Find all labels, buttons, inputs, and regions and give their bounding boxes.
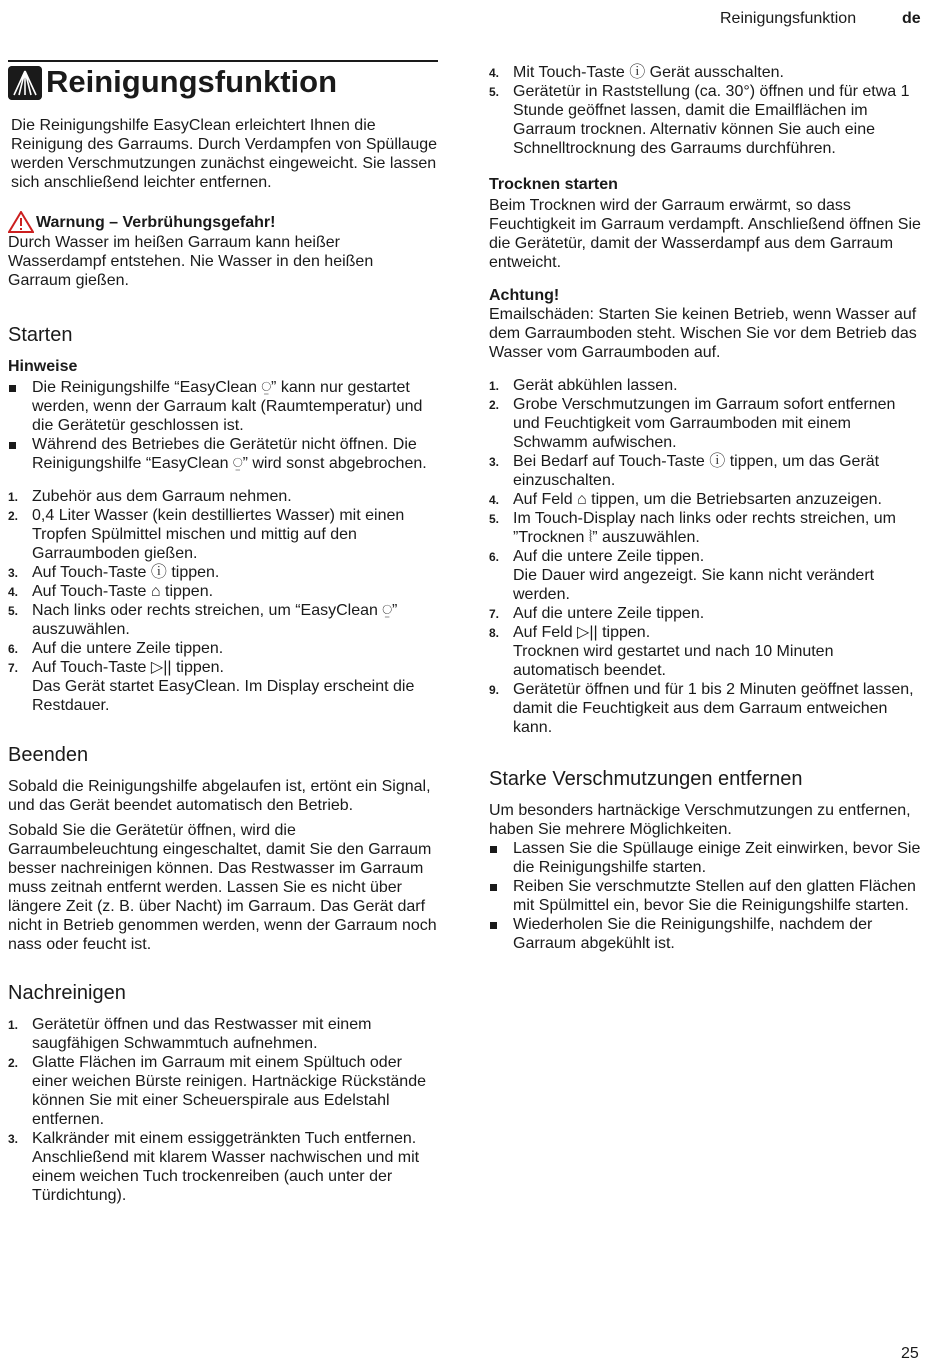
list-item: Lassen Sie die Spüllauge einige Zeit einwirken, bevor Sie die Reinigungshilfe starten. (489, 839, 921, 877)
chapter-title-row (8, 60, 438, 110)
trocknen-steps-list (489, 376, 921, 737)
start-steps-list (8, 487, 438, 715)
starke-bullets-list (489, 839, 921, 953)
list-item: 7. Auf die untere Zeile tippen. (489, 605, 705, 622)
caution-text: Emailschäden: Starten Sie keinen Betrieb, wenn Wasser auf dem Garraumboden steht. Wischen Sie vor dem Betrieb das Wasser vom Garraumboden auf. (489, 306, 917, 361)
list-item: Die Reinigungshilfe “EasyClean ⍜” kann nur gestartet werden, wenn der Garraum kalt (Raumtemperatur) und die Gerätetür geschlossen ist. (8, 378, 438, 435)
running-header-lang: de (902, 10, 921, 27)
list-item: 1. Zubehör aus dem Garraum nehmen. (8, 488, 292, 505)
list-item: 1. Gerät abkühlen lassen. (489, 377, 678, 394)
list-item: Während des Betriebes die Gerätetür nicht öffnen. Die Reinigungshilfe “EasyClean ⍜” wird sonst abgebrochen. (8, 435, 438, 473)
warning-triangle-icon (8, 211, 34, 233)
paragraph: Sobald Sie die Gerätetür öffnen, wird die Garraumbeleuchtung eingeschaltet, damit Sie den Garraum besser nachreinigen können. Das Restwasser im Garraum muss zeitnah entfernt werden. Lassen Sie es nicht über längere Zeit (z. B. über Nacht) im Garraum. Das Gerät darf nicht in Betrieb genommen werden, wenn der Garraum noch nass oder feucht ist. (8, 822, 437, 953)
list-item: 8. Auf Feld ▷|| tippen. Trocknen wird gestartet und nach 10 Minuten automatisch beendet. (489, 624, 834, 679)
list-item: 3. Bei Bedarf auf Touch-Taste ⓘ tippen, um das Gerät einzuschalten. (489, 453, 880, 489)
subheading-trocknen-starten: Trocknen starten (489, 176, 618, 193)
paragraph: Beim Trocknen wird der Garraum erwärmt, so dass Feuchtigkeit im Garraum verdampft. Anschließend öffnen Sie die Gerätetür, damit der Wasserdampf aus dem Garraum entweicht. (489, 197, 921, 271)
right-column (489, 63, 921, 953)
list-item: 4. Auf Feld ⌂ tippen, um die Betriebsarten anzuzeigen. (489, 491, 882, 508)
paragraph: Sobald die Reinigungshilfe abgelaufen ist, ertönt ein Signal, und das Gerät beendet automatisch den Betrieb. (8, 778, 431, 814)
section-heading-starke-verschmutzungen: Starke Verschmutzungen entfernen (489, 768, 803, 790)
list-item: 1. Gerätetür öffnen und das Restwasser mit einem saugfähigen Schwammtuch aufnehmen. (8, 1016, 372, 1052)
section-heading-nachreinigen: Nachreinigen (8, 982, 126, 1004)
list-item: 7. Auf Touch-Taste ▷|| tippen. Das Gerät startet EasyClean. Im Display erscheint die Restdauer. (8, 659, 415, 714)
list-item: 5. Gerätetür in Raststellung (ca. 30°) öffnen und für etwa 1 Stunde geöffnet lassen, damit die Emailflächen im Garraum trocknen. Alternativ können Sie auch eine Schnelltrocknung des Garraums durchführen. (489, 83, 910, 157)
notes-heading: Hinweise (8, 358, 78, 375)
list-item: 2. 0,4 Liter Wasser (kein destilliertes Wasser) mit einen Tropfen Spülmittel mischen und mittig auf den Garraumboden gießen. (8, 507, 405, 562)
list-item: 2. Glatte Flächen im Garraum mit einem Spültuch oder einer weichen Bürste reinigen. Hartnäckige Rückstände können Sie mit einer Scheuerspirale aus Edelstahl entfernen. (8, 1054, 426, 1128)
nachreinigen-steps-list (8, 1015, 438, 1205)
continued-steps-list (489, 63, 921, 158)
cleaning-function-icon (8, 66, 42, 100)
section-heading-starten: Starten (8, 324, 73, 346)
list-item: 3. Auf Touch-Taste ⓘ tippen. (8, 564, 220, 581)
paragraph: Um besonders hartnäckige Verschmutzungen zu entfernen, haben Sie mehrere Möglichkeiten. (489, 802, 911, 838)
list-item: Reiben Sie verschmutzte Stellen auf den glatten Flächen mit Spülmittel ein, bevor Sie die Reinigungshilfe starten. (489, 877, 921, 915)
intro-paragraph: Die Reinigungshilfe EasyClean erleichtert Ihnen die Reinigung des Garraums. Durch Verdampfen von Spüllauge werden Verschmutzungen zunächst eingeweicht. Sie lassen sich anschließend leichter entfernen. (11, 117, 438, 191)
list-item: 5. Im Touch-Display nach links oder rechts streichen, um ”Trocknen ⦚” auszuwählen. (489, 510, 896, 546)
list-item: 4. Auf Touch-Taste ⌂ tippen. (8, 583, 214, 600)
page-number: 25 (901, 1345, 919, 1362)
warning-text: Durch Wasser im heißen Garraum kann heißer Wasserdampf entstehen. Nie Wasser in den heißen Garraum gießen. (8, 234, 374, 289)
list-item: 5. Nach links oder rechts streichen, um “EasyClean ⍜” auszuwählen. (8, 602, 398, 638)
warning-title: Warnung – Verbrühungsgefahr! (36, 213, 276, 231)
section-heading-beenden: Beenden (8, 744, 89, 766)
list-item: 6. Auf die untere Zeile tippen. (8, 640, 224, 657)
list-item: 4. Mit Touch-Taste ⓘ Gerät ausschalten. (489, 64, 784, 81)
running-header-section: Reinigungsfunktion (720, 10, 857, 27)
list-item: 2. Grobe Verschmutzungen im Garraum sofort entfernen und Feuchtigkeit vom Garraumboden mit einem Schwamm aufwischen. (489, 396, 896, 451)
list-item: 3. Kalkränder mit einem essiggetränkten Tuch entfernen. Anschließend mit klarem Wasser nachwischen und mit einem weichen Tuch trockenreiben (auch unter der Türdichtung). (8, 1130, 420, 1204)
left-column (8, 60, 438, 1205)
list-item: 9. Gerätetür öffnen und für 1 bis 2 Minuten geöffnet lassen, damit die Feuchtigkeit aus dem Garraum entweichen kann. (489, 681, 914, 736)
page-title: Reinigungsfunktion (46, 64, 338, 99)
warning-box (8, 211, 438, 290)
list-item: 6. Auf die untere Zeile tippen. Die Dauer wird angezeigt. Sie kann nicht verändert werden. (489, 548, 875, 603)
caution-title: Achtung! (489, 287, 560, 304)
notes-list (8, 378, 438, 473)
list-item: Wiederholen Sie die Reinigungshilfe, nachdem der Garraum abgekühlt ist. (489, 915, 921, 953)
